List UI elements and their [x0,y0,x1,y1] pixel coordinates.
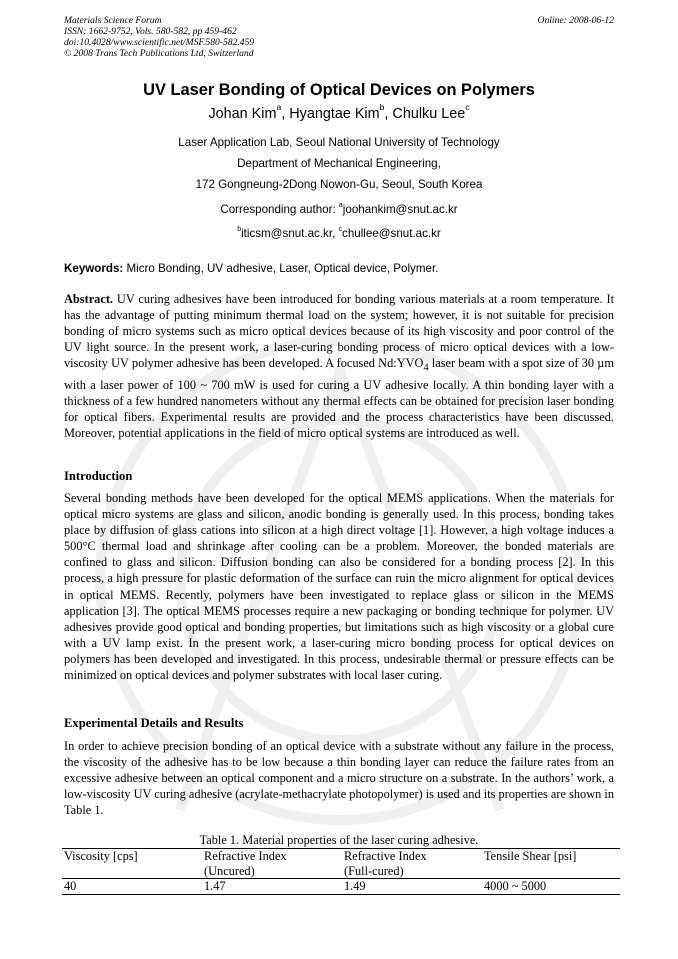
email-link[interactable]: iticsm@snut.ac.kr, [241,227,339,240]
online-date: Online: 2008-06-12 [537,15,614,26]
abstract-subscript: 4 [423,362,429,374]
issn-line: ISSN: 1662-9752, Vols. 580-582, pp 459-462 [64,26,237,37]
table-caption: Table 1. Material properties of the laser curing adhesive. [199,833,479,847]
table-header-cell [62,849,202,879]
author-sup: a [276,102,282,113]
author-name: Chulku Lee [392,106,466,122]
header-text: Refractive Index [344,849,427,863]
keywords [64,262,438,275]
table-cell: 4000 ~ 5000 [484,879,547,893]
table-cell: 40 [64,879,77,893]
table-header-cell [482,849,620,879]
author-separator: , [281,106,290,122]
doi-line: doi:10.4028/www.scientific.net/MSF.580-582.459 [64,37,255,48]
email-sup: a [338,201,343,209]
header-text: (Uncured) [204,863,255,878]
abstract-text-cont: laser beam with a spot size of 30 µm with a laser power of 100 ~ 700 mW is used for curing a UV adhesive locally. A thin bonding layer with a thickness of a few hundred nanometers without any thermal effects can be obtained for precision laser bonding for optical fibers. Experimental results are provided and the process characteristics have been discussed. Moreover, potential applications in the field of micro optical systems are introduced as well. [64,356,614,441]
author-name: Johan Kim [208,106,277,122]
corresponding-label: Corresponding author: [220,203,339,216]
keywords-text: Micro Bonding, UV adhesive, Laser, Optical device, Polymer. [123,262,439,275]
table-header-row [62,849,620,879]
table-header-cell [202,849,342,879]
paper-title: UV Laser Bonding of Optical Devices on Polymers [143,81,535,99]
author-list [0,102,678,122]
journal-header [64,15,254,59]
affiliation-line: Laser Application Lab, Seoul National University of Technology [178,136,500,149]
email-link[interactable]: joohankim@snut.ac.kr [342,203,458,216]
introduction-heading: Introduction [64,469,133,483]
email-link[interactable]: chullee@snut.ac.kr [342,227,441,240]
abstract-text: UV curing adhesives have been introduced for bonding various materials at a room temperature. It has the advantage of putting minimum thermal load on the system; however, it is not suitable for precision bonding of micro systems such as micro optical devices because of its high viscosity and poor control of the UV light source. In the present work, a laser-curing bonding process of micro optical devices with a low-viscosity UV polymer adhesive has been developed. A focused Nd:YVO [64,292,614,371]
header-text: Viscosity [cps] [64,849,138,863]
header-text: Refractive Index [204,849,287,863]
header-text: Tensile Shear [psi] [484,849,577,863]
experimental-text: In order to achieve precision bonding of an optical device with a substrate without any failure in the process, the viscosity of the adhesive has to be low because a thin bonding layer can reduce the failure rates from an excessive adhesive between an optical component and a micro structure on a substrate. In the authors’ work, a low-viscosity UV curing adhesive (acrylate-methacrylate photopolymer) is used and its properties are shown in Table 1. [64,739,614,818]
author-sup: c [465,102,470,113]
author-separator: , [384,106,393,122]
material-properties-table [62,848,620,895]
author-sup: b [379,102,385,113]
affiliation-line: Department of Mechanical Engineering, [237,157,441,170]
table-row [62,879,620,895]
author-name: Hyangtae Kim [289,106,380,122]
table-header-cell [342,849,482,879]
copyright-line: © 2008 Trans Tech Publications Ltd, Switzerland [64,48,254,59]
abstract-label: Abstract. [64,292,114,306]
experimental-heading: Experimental Details and Results [64,716,244,730]
affiliation-address: 172 Gongneung-2Dong Nowon-Gu, Seoul, South Korea [195,178,483,191]
email-sup: b [237,225,242,233]
header-text: (Full-cured) [344,863,404,878]
table-cell: 1.49 [344,879,366,893]
table-cell: 1.47 [204,879,226,893]
introduction-text: Several bonding methods have been developed for the optical MEMS applications. When the materials for optical micro systems are glass and silicon, anodic bonding is generally used. In this process, bonding takes place by diffusion of glass cations into silicon at a high direct voltage [1]. However, a high voltage induces a 500°C thermal load and shrinkage after cooling can be a problem. Moreover, the bonded materials are confined to glass and silicon. Diffusion bonding can also be considered for a bonding process [2]. In this process, a high pressure for plastic deformation of the surface can ruin the micro alignment for optical devices in optical MEMS. Recently, polymers have been investigated to replace glass or silicon in the MEMS application [3]. The optical MEMS processes require a new packaging or bonding technique for polymer. UV adhesives provide good optical and bonding properties, but limitations such as high viscosity or a global cure with a UV lamp exist. In the present work, a laser-curing micro bonding process for optical devices on polymers has been developed and investigated. In this process, undesirable thermal or pressure effects can be minimized on optical devices and polymer substrates with local laser curing. [64,491,614,683]
journal-name: Materials Science Forum [64,15,162,26]
corresponding-author [0,203,678,216]
other-emails [0,227,678,240]
email-sup: c [338,225,343,233]
keywords-label: Keywords: [64,262,124,275]
abstract [64,291,614,441]
